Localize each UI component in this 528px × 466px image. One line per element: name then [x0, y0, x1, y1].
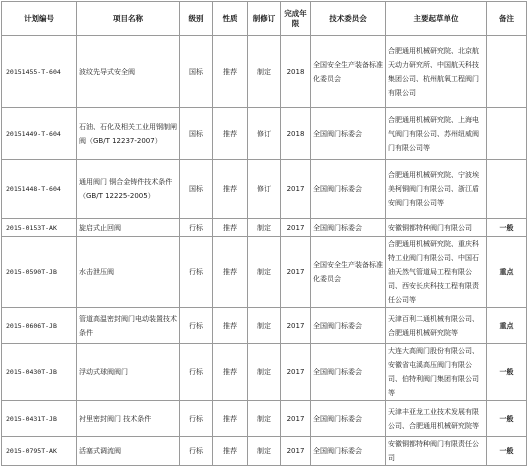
cell-note: 一般	[487, 437, 527, 466]
header-project-name: 项目名称	[77, 2, 180, 36]
cell-level: 行标	[180, 437, 213, 466]
cell-nature: 推荐	[213, 219, 248, 237]
cell-year: 2017	[281, 237, 311, 308]
table-row	[2, 437, 527, 466]
cell-plan-code: 2015-0795T-AK	[2, 437, 77, 466]
cell-note: 重点	[487, 308, 527, 344]
cell-level: 国标	[180, 160, 213, 219]
cell-year: 2017	[281, 160, 311, 219]
cell-project-name: 波纹先导式安全阀	[77, 36, 180, 108]
header-level: 级别	[180, 2, 213, 36]
table-row	[2, 219, 527, 237]
cell-nature: 推荐	[213, 308, 248, 344]
cell-revision: 修订	[248, 108, 281, 160]
cell-committee: 全国阀门标委会	[311, 437, 386, 466]
cell-committee: 全国阀门标委会	[311, 401, 386, 437]
cell-level: 行标	[180, 401, 213, 437]
cell-committee: 全国阀门标委会	[311, 219, 386, 237]
header-nature: 性质	[213, 2, 248, 36]
cell-note: 一般	[487, 401, 527, 437]
table-row	[2, 401, 527, 437]
cell-drafter: 天津百利二通机械有限公司、合肥通用机械研究院等	[386, 308, 487, 344]
table-row	[2, 36, 527, 108]
cell-project-name: 水击泄压阀	[77, 237, 180, 308]
cell-level: 行标	[180, 308, 213, 344]
cell-drafter: 合肥通用机械研究院、重庆科特工业阀门有限公司、中国石油天然气管道局工程有限公司、西安长庆科技工程有限责任公司等	[386, 237, 487, 308]
cell-year: 2017	[281, 401, 311, 437]
cell-nature: 推荐	[213, 237, 248, 308]
standards-plan-table-container	[1, 1, 527, 466]
cell-revision: 制定	[248, 401, 281, 437]
cell-year: 2017	[281, 219, 311, 237]
cell-level: 行标	[180, 237, 213, 308]
cell-year: 2017	[281, 344, 311, 401]
header-plan-code: 计划编号	[2, 2, 77, 36]
cell-note: 一般	[487, 219, 527, 237]
table-row	[2, 308, 527, 344]
cell-year: 2017	[281, 437, 311, 466]
cell-plan-code: 20151449-T-604	[2, 108, 77, 160]
cell-plan-code: 2015-0431T-JB	[2, 401, 77, 437]
cell-revision: 制定	[248, 437, 281, 466]
cell-revision: 制定	[248, 36, 281, 108]
cell-year: 2018	[281, 108, 311, 160]
table-row	[2, 160, 527, 219]
cell-project-name: 旋启式止回阀	[77, 219, 180, 237]
header-committee: 技术委员会	[311, 2, 386, 36]
cell-project-name: 活塞式调流阀	[77, 437, 180, 466]
header-year: 完成年限	[281, 2, 311, 36]
cell-revision: 制定	[248, 344, 281, 401]
table-row	[2, 344, 527, 401]
cell-committee: 全国安全生产装备标准化委员会	[311, 36, 386, 108]
cell-revision: 制定	[248, 219, 281, 237]
cell-note	[487, 160, 527, 219]
cell-note: 一般	[487, 344, 527, 401]
cell-committee: 全国阀门标委会	[311, 344, 386, 401]
cell-level: 国标	[180, 108, 213, 160]
standards-plan-table	[1, 1, 527, 466]
cell-level: 行标	[180, 219, 213, 237]
cell-nature: 推荐	[213, 36, 248, 108]
cell-committee: 全国阀门标委会	[311, 108, 386, 160]
cell-note	[487, 108, 527, 160]
cell-note	[487, 36, 527, 108]
header-revision: 制修订	[248, 2, 281, 36]
cell-revision: 制定	[248, 237, 281, 308]
cell-drafter: 天津丰亚龙工业技术发展有限公司、合肥通用机械研究院等	[386, 401, 487, 437]
table-row	[2, 108, 527, 160]
cell-project-name: 通用阀门 铜合金铸件技术条件（GB/T 12225-2005）	[77, 160, 180, 219]
cell-plan-code: 20151455-T-604	[2, 36, 77, 108]
cell-plan-code: 2015-0606T-JB	[2, 308, 77, 344]
cell-project-name: 石油、石化及相关工业用钢制闸阀（GB/T 12237-2007）	[77, 108, 180, 160]
cell-drafter: 安徽铜都特种阀门有限责任公司	[386, 437, 487, 466]
cell-drafter: 安徽铜都特种阀门有限公司	[386, 219, 487, 237]
cell-committee: 全国安全生产装备标准化委员会	[311, 237, 386, 308]
header-drafter: 主要起草单位	[386, 2, 487, 36]
cell-level: 国标	[180, 36, 213, 108]
cell-plan-code: 20151448-T-604	[2, 160, 77, 219]
header-note: 备注	[487, 2, 527, 36]
cell-plan-code: 2015-0153T-AK	[2, 219, 77, 237]
cell-revision: 修订	[248, 160, 281, 219]
cell-plan-code: 2015-0430T-JB	[2, 344, 77, 401]
cell-committee: 全国阀门标委会	[311, 308, 386, 344]
cell-committee: 全国阀门标委会	[311, 160, 386, 219]
cell-drafter: 大连大高阀门股份有限公司、安徽省屯溪高压阀门有限公司、伯特利阀门集团有限公司等	[386, 344, 487, 401]
cell-project-name: 浮动式球阀阀门	[77, 344, 180, 401]
cell-nature: 推荐	[213, 344, 248, 401]
cell-nature: 推荐	[213, 437, 248, 466]
cell-drafter: 合肥通用机械研究院、上海电气阀门有限公司、苏州纽威阀门有限公司等	[386, 108, 487, 160]
cell-level: 行标	[180, 344, 213, 401]
cell-nature: 推荐	[213, 401, 248, 437]
cell-project-name: 管道高温密封阀门电动装置技术条件	[77, 308, 180, 344]
cell-year: 2018	[281, 36, 311, 108]
header-row	[2, 2, 527, 36]
cell-drafter: 合肥通用机械研究院、北京航天动力研究所、中国航天科技集团公司、杭州航氧工程阀门有限公司	[386, 36, 487, 108]
cell-revision: 制定	[248, 308, 281, 344]
cell-drafter: 合肥通用机械研究院、宁波埃美柯铜阀门有限公司、浙江盾安阀门有限公司等	[386, 160, 487, 219]
cell-year: 2017	[281, 308, 311, 344]
cell-nature: 推荐	[213, 108, 248, 160]
table-row	[2, 237, 527, 308]
cell-nature: 推荐	[213, 160, 248, 219]
cell-plan-code: 2015-0590T-JB	[2, 237, 77, 308]
cell-note: 重点	[487, 237, 527, 308]
cell-project-name: 衬里密封阀门 技术条件	[77, 401, 180, 437]
